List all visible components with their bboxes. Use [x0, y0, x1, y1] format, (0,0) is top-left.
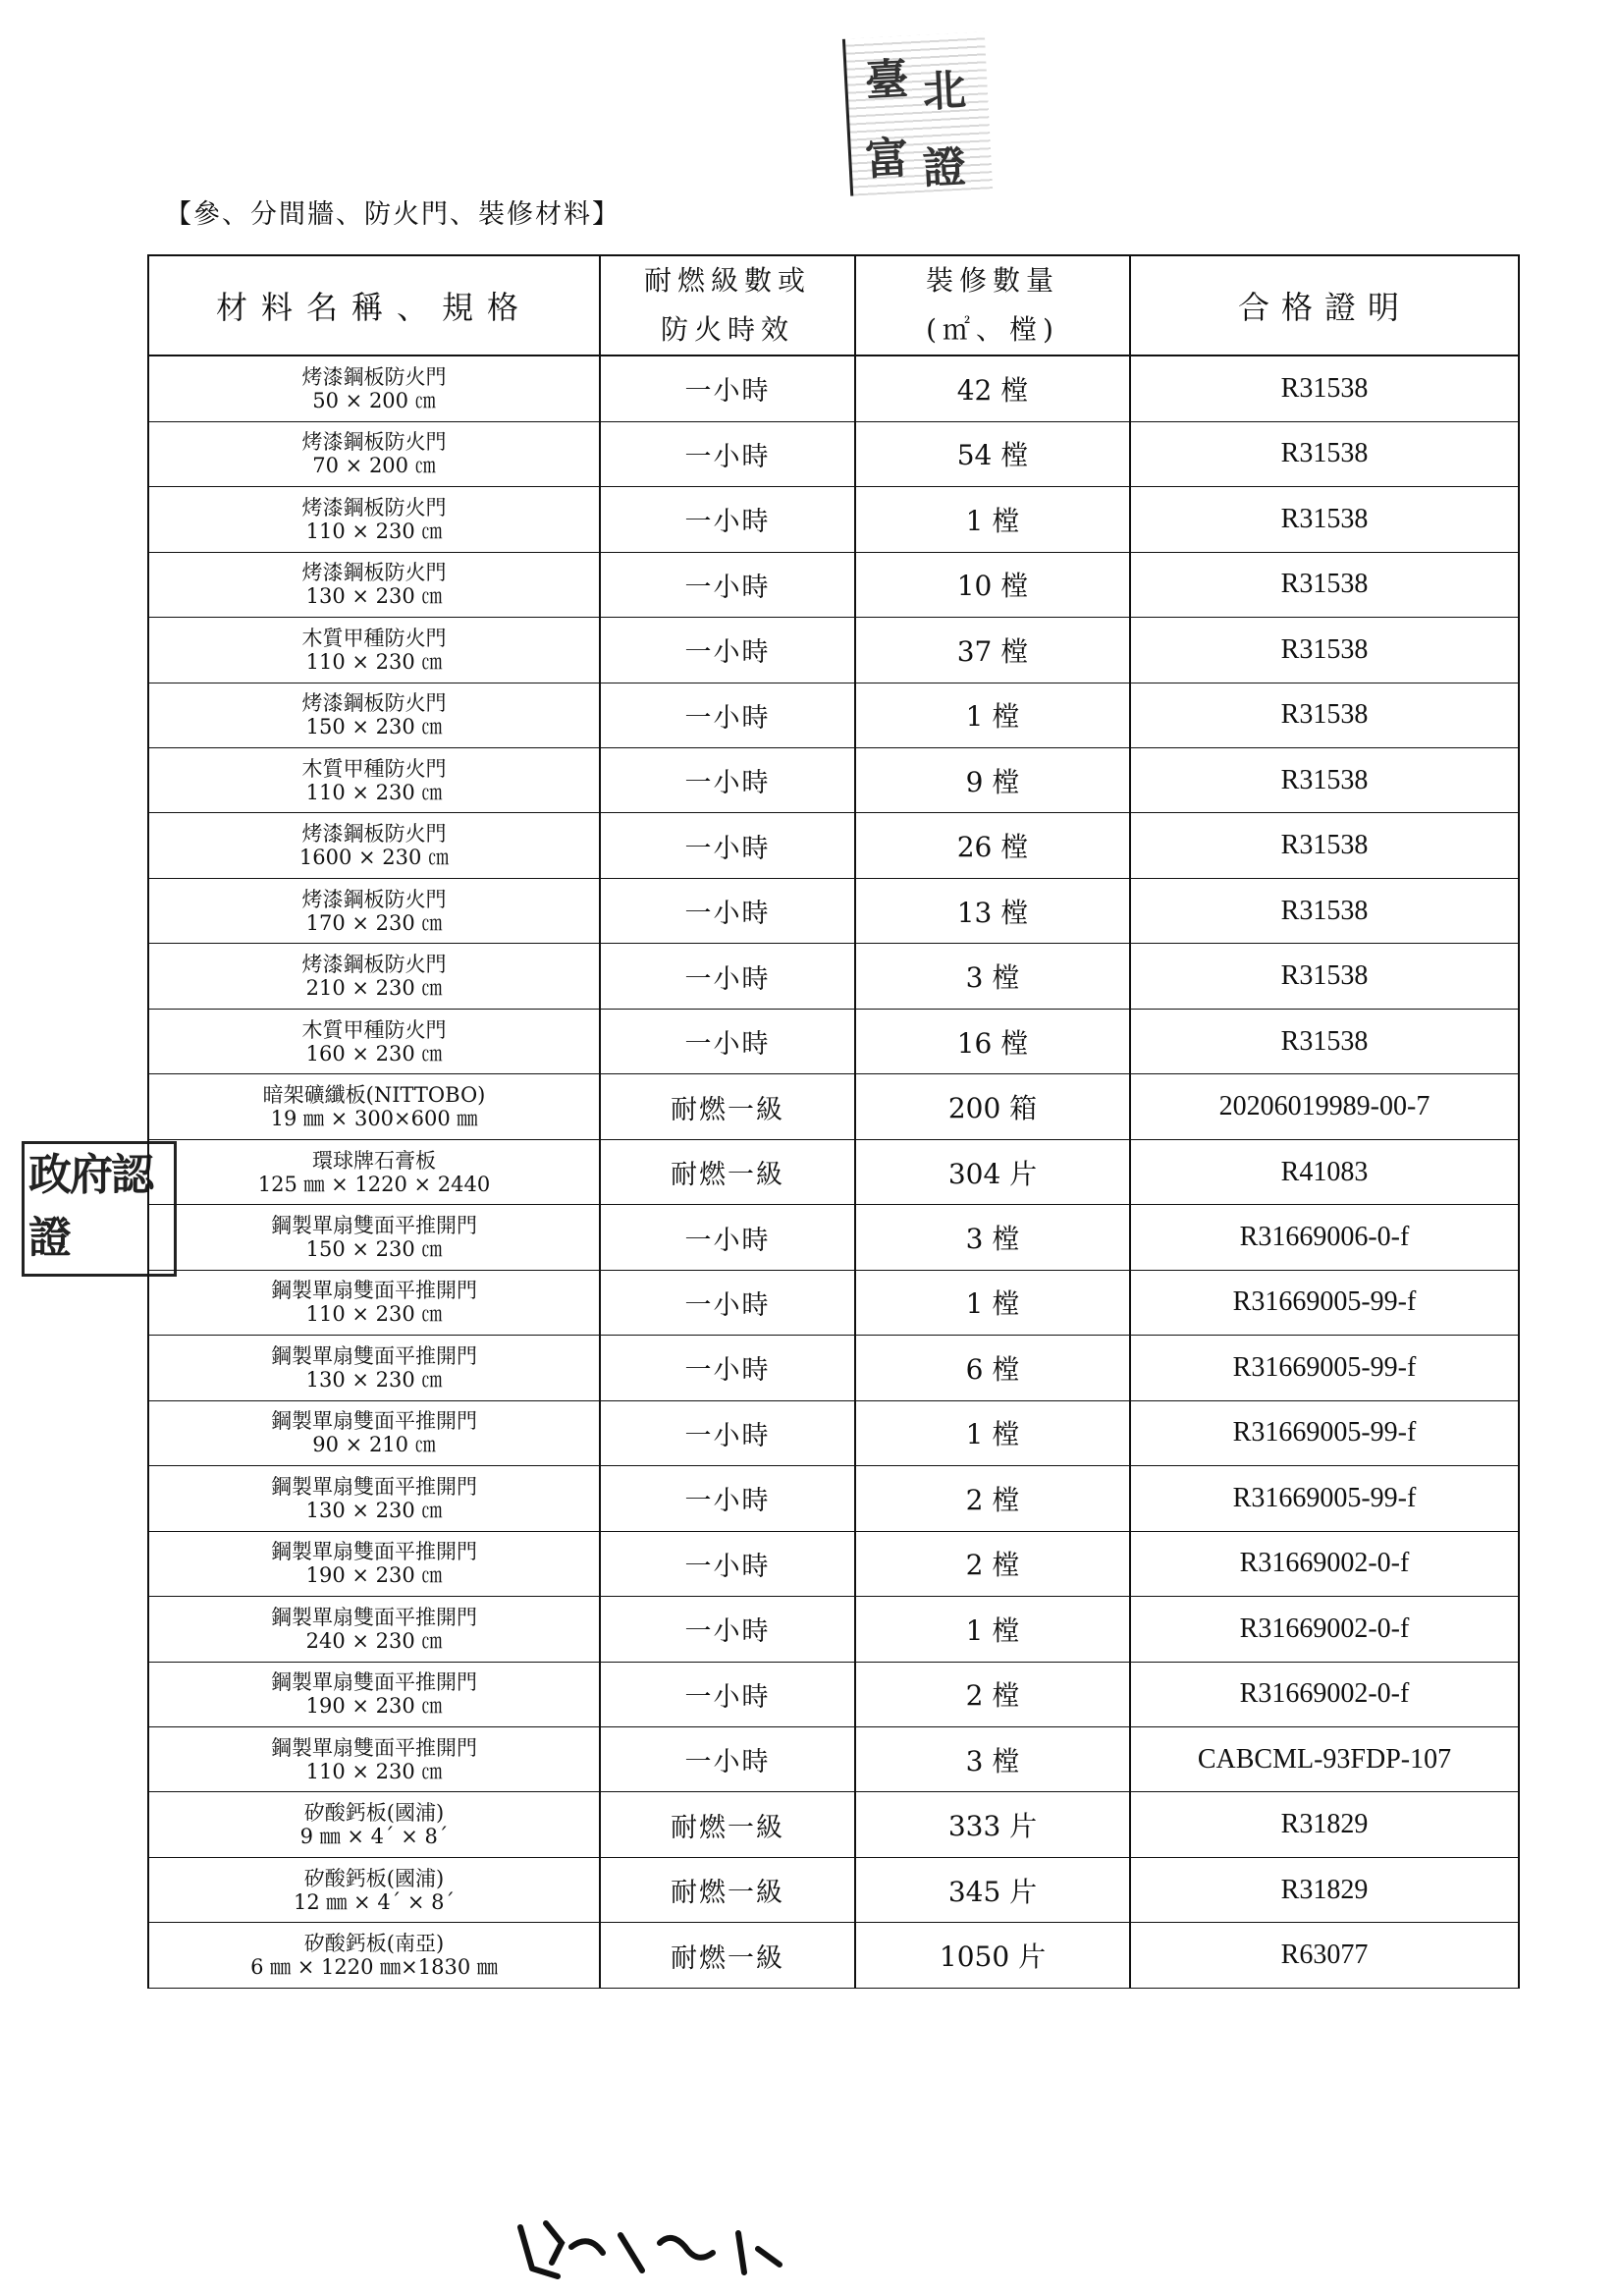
- certificate-cell: CABCML-93FDP-107: [1130, 1727, 1519, 1792]
- material-name: 木質甲種防火門: [301, 626, 447, 650]
- table-row: [148, 355, 1519, 421]
- material-name-cell: [148, 1923, 600, 1989]
- material-spec: 210 × 230 ㎝: [305, 976, 443, 1001]
- material-spec: 19 ㎜ × 300×600 ㎜: [270, 1107, 478, 1131]
- fire-rating-cell: 一小時: [600, 1597, 855, 1662]
- fire-rating-cell: 一小時: [600, 1662, 855, 1726]
- material-name-cell: [148, 1792, 600, 1857]
- material-name: 烤漆鋼板防火門: [301, 822, 447, 847]
- fire-rating-cell: 一小時: [600, 944, 855, 1009]
- signature-scribble: [512, 2214, 807, 2282]
- certificate-cell: R31538: [1130, 747, 1519, 812]
- material-spec: 110 × 230 ㎝: [305, 1759, 443, 1783]
- material-name: 鋼製單扇雙面平推開門: [271, 1214, 477, 1237]
- table-row: [148, 1923, 1519, 1989]
- certificate-cell: R31669005-99-f: [1130, 1336, 1519, 1400]
- table-row: [148, 552, 1519, 617]
- material-spec: 240 × 230 ㎝: [305, 1628, 443, 1653]
- quantity-cell: 3 樘: [855, 1205, 1130, 1270]
- material-spec: 110 × 230 ㎝: [305, 780, 443, 804]
- material-name: 鋼製單扇雙面平推開門: [271, 1409, 477, 1434]
- certificate-cell: R31669002-0-f: [1130, 1662, 1519, 1726]
- certificate-cell: 20206019989-00-7: [1130, 1074, 1519, 1139]
- material-spec: 110 × 230 ㎝: [305, 519, 443, 543]
- quantity-cell: 16 樘: [855, 1009, 1130, 1073]
- table-row: [148, 1336, 1519, 1400]
- material-name-cell: [148, 1074, 600, 1139]
- material-name-cell: [148, 1662, 600, 1726]
- table-row: [148, 1270, 1519, 1335]
- certificate-cell: R31538: [1130, 878, 1519, 943]
- material-name: 鋼製單扇雙面平推開門: [271, 1474, 477, 1499]
- quantity-cell: 1 樘: [855, 487, 1130, 552]
- material-name: 暗架礦纖板(NITTOBO): [262, 1083, 486, 1108]
- fire-rating-cell: 一小時: [600, 1400, 855, 1465]
- stamp-glyph: 北: [921, 65, 968, 118]
- material-spec: 12 ㎜ × 4´ × 8´: [293, 1889, 455, 1914]
- material-spec: 160 × 230 ㎝: [305, 1041, 443, 1066]
- material-name: 鋼製單扇雙面平推開門: [271, 1540, 477, 1564]
- material-name: 矽酸鈣板(南亞): [303, 1932, 445, 1956]
- quantity-cell: 2 樘: [855, 1466, 1130, 1531]
- fire-rating-cell: 一小時: [600, 1009, 855, 1073]
- table-row: [148, 1792, 1519, 1857]
- quantity-cell: 26 樘: [855, 813, 1130, 878]
- table-row: [148, 1400, 1519, 1465]
- material-name-cell: [148, 1139, 600, 1204]
- material-name: 鋼製單扇雙面平推開門: [271, 1735, 477, 1760]
- table-row: [148, 1597, 1519, 1662]
- material-name-cell: [148, 1205, 600, 1270]
- material-name-cell: [148, 1727, 600, 1792]
- materials-table: [147, 254, 1520, 1989]
- material-name-cell: [148, 747, 600, 812]
- table-row: [148, 1857, 1519, 1922]
- material-name: 烤漆鋼板防火門: [301, 691, 447, 716]
- material-name: 烤漆鋼板防火門: [301, 953, 447, 977]
- material-name-cell: [148, 813, 600, 878]
- material-name-cell: [148, 1466, 600, 1531]
- header-certificate: 合格證明: [1130, 255, 1519, 355]
- material-name: 烤漆鋼板防火門: [301, 887, 447, 911]
- header-fire-rating-line: 耐燃級數或: [643, 264, 811, 297]
- certificate-cell: R31669005-99-f: [1130, 1466, 1519, 1531]
- material-name: 矽酸鈣板(國浦): [303, 1801, 445, 1826]
- material-spec: 70 × 200 ㎝: [312, 454, 436, 478]
- material-name: 矽酸鈣板(國浦): [303, 1866, 445, 1890]
- material-spec: 110 × 230 ㎝: [305, 1302, 443, 1327]
- approval-stamp-left: 政府認證: [22, 1141, 177, 1277]
- table-row: [148, 1139, 1519, 1204]
- material-name-cell: [148, 1857, 600, 1922]
- fire-rating-cell: 一小時: [600, 421, 855, 486]
- material-name-cell: [148, 1531, 600, 1596]
- material-name-cell: [148, 1597, 600, 1662]
- certificate-cell: R31669006-0-f: [1130, 1205, 1519, 1270]
- quantity-cell: 3 樘: [855, 944, 1130, 1009]
- certificate-cell: R31538: [1130, 355, 1519, 421]
- table-row: [148, 1531, 1519, 1596]
- fire-rating-cell: 一小時: [600, 1205, 855, 1270]
- header-fire-rating: [600, 255, 855, 355]
- table-row: [148, 1205, 1519, 1270]
- certificate-cell: R31669005-99-f: [1130, 1400, 1519, 1465]
- certificate-cell: R31829: [1130, 1857, 1519, 1922]
- material-name: 鋼製單扇雙面平推開門: [271, 1605, 477, 1629]
- material-spec: 6 ㎜ × 1220 ㎜×1830 ㎜: [250, 1955, 498, 1980]
- fire-rating-cell: 一小時: [600, 878, 855, 943]
- table-row: [148, 421, 1519, 486]
- material-spec: 130 × 230 ㎝: [305, 1367, 443, 1392]
- fire-rating-cell: 一小時: [600, 813, 855, 878]
- table-row: [148, 1009, 1519, 1073]
- table-row: [148, 1466, 1519, 1531]
- material-name-cell: [148, 1270, 600, 1335]
- material-name-cell: [148, 1009, 600, 1073]
- quantity-cell: 2 樘: [855, 1662, 1130, 1726]
- fire-rating-cell: 一小時: [600, 747, 855, 812]
- fire-rating-cell: 一小時: [600, 683, 855, 747]
- material-name: 鋼製單扇雙面平推開門: [271, 1343, 477, 1368]
- material-name: 木質甲種防火門: [301, 1017, 447, 1042]
- quantity-cell: 1 樘: [855, 1270, 1130, 1335]
- quantity-cell: 200 箱: [855, 1074, 1130, 1139]
- table-row: [148, 487, 1519, 552]
- material-name: 鋼製單扇雙面平推開門: [271, 1279, 477, 1303]
- quantity-cell: 304 片: [855, 1139, 1130, 1204]
- quantity-cell: 1 樘: [855, 1400, 1130, 1465]
- quantity-cell: 42 樘: [855, 355, 1130, 421]
- certificate-cell: R31669005-99-f: [1130, 1270, 1519, 1335]
- quantity-cell: 37 樘: [855, 618, 1130, 683]
- approval-stamp-top: [842, 31, 993, 195]
- fire-rating-cell: 一小時: [600, 1270, 855, 1335]
- table-row: [148, 618, 1519, 683]
- fire-rating-cell: 耐燃一級: [600, 1857, 855, 1922]
- material-name-cell: [148, 1400, 600, 1465]
- quantity-cell: 10 樘: [855, 552, 1130, 617]
- fire-rating-cell: 耐燃一級: [600, 1074, 855, 1139]
- table-row: [148, 944, 1519, 1009]
- quantity-cell: 345 片: [855, 1857, 1130, 1922]
- certificate-cell: R31538: [1130, 1009, 1519, 1073]
- material-name: 烤漆鋼板防火門: [301, 430, 447, 455]
- material-name: 鋼製單扇雙面平推開門: [271, 1670, 477, 1695]
- quantity-cell: 13 樘: [855, 878, 1130, 943]
- fire-rating-cell: 耐燃一級: [600, 1792, 855, 1857]
- header-quantity-line: (㎡、樘): [926, 313, 1059, 346]
- quantity-cell: 1 樘: [855, 683, 1130, 747]
- material-spec: 130 × 230 ㎝: [305, 1498, 443, 1522]
- fire-rating-cell: 一小時: [600, 1727, 855, 1792]
- table-row: [148, 683, 1519, 747]
- material-spec: 170 × 230 ㎝: [305, 910, 443, 935]
- quantity-cell: 54 樘: [855, 421, 1130, 486]
- stamp-glyph: 證: [921, 141, 968, 194]
- material-spec: 150 × 230 ㎝: [305, 1237, 443, 1261]
- fire-rating-cell: 一小時: [600, 1336, 855, 1400]
- header-material-name: 材料名稱、規格: [148, 255, 600, 355]
- material-name: 環球牌石膏板: [312, 1148, 436, 1173]
- fire-rating-cell: 一小時: [600, 1531, 855, 1596]
- fire-rating-cell: 一小時: [600, 618, 855, 683]
- table-header-row: [148, 255, 1519, 355]
- fire-rating-cell: 耐燃一級: [600, 1923, 855, 1989]
- fire-rating-cell: 一小時: [600, 487, 855, 552]
- table-row: [148, 813, 1519, 878]
- material-name-cell: [148, 421, 600, 486]
- certificate-cell: R31669002-0-f: [1130, 1597, 1519, 1662]
- quantity-cell: 6 樘: [855, 1336, 1130, 1400]
- material-name-cell: [148, 618, 600, 683]
- material-spec: 50 × 200 ㎝: [312, 388, 436, 412]
- section-title: 【參、分間牆、防火門、裝修材料】: [165, 199, 620, 230]
- material-spec: 110 × 230 ㎝: [305, 649, 443, 674]
- material-name-cell: [148, 552, 600, 617]
- material-name-cell: [148, 1336, 600, 1400]
- quantity-cell: 3 樘: [855, 1727, 1130, 1792]
- fire-rating-cell: 一小時: [600, 355, 855, 421]
- material-spec: 190 × 230 ㎝: [305, 1694, 443, 1719]
- quantity-cell: 1050 片: [855, 1923, 1130, 1989]
- header-quantity-line: 裝修數量: [925, 264, 1059, 297]
- certificate-cell: R31538: [1130, 552, 1519, 617]
- material-spec: 150 × 230 ㎝: [305, 715, 443, 739]
- stamp-glyph: 富: [864, 133, 910, 186]
- certificate-cell: R31538: [1130, 421, 1519, 486]
- certificate-cell: R31538: [1130, 683, 1519, 747]
- quantity-cell: 333 片: [855, 1792, 1130, 1857]
- certificate-cell: R31538: [1130, 487, 1519, 552]
- quantity-cell: 9 樘: [855, 747, 1130, 812]
- material-spec: 90 × 210 ㎝: [312, 1433, 436, 1457]
- stamp-glyph: 臺: [863, 54, 910, 107]
- certificate-cell: R31669002-0-f: [1130, 1531, 1519, 1596]
- material-name-cell: [148, 355, 600, 421]
- certificate-cell: R41083: [1130, 1139, 1519, 1204]
- material-name: 木質甲種防火門: [301, 756, 447, 781]
- certificate-cell: R31538: [1130, 813, 1519, 878]
- table-row: [148, 747, 1519, 812]
- quantity-cell: 2 樘: [855, 1531, 1130, 1596]
- material-name-cell: [148, 944, 600, 1009]
- table-row: [148, 1727, 1519, 1792]
- material-name-cell: [148, 683, 600, 747]
- material-name: 烤漆鋼板防火門: [301, 495, 447, 519]
- header-fire-rating-line: 防火時效: [660, 313, 794, 346]
- material-spec: 1600 × 230 ㎝: [298, 846, 450, 870]
- material-name: 烤漆鋼板防火門: [301, 561, 447, 585]
- header-quantity: [855, 255, 1130, 355]
- material-spec: 9 ㎜ × 4´ × 8´: [299, 1825, 449, 1849]
- material-spec: 125 ㎜ × 1220 × 2440: [257, 1172, 491, 1196]
- table-row: [148, 1074, 1519, 1139]
- material-name-cell: [148, 878, 600, 943]
- certificate-cell: R63077: [1130, 1923, 1519, 1989]
- certificate-cell: R31538: [1130, 944, 1519, 1009]
- fire-rating-cell: 一小時: [600, 1466, 855, 1531]
- certificate-cell: R31829: [1130, 1792, 1519, 1857]
- material-name-cell: [148, 487, 600, 552]
- quantity-cell: 1 樘: [855, 1597, 1130, 1662]
- table-row: [148, 878, 1519, 943]
- material-name: 烤漆鋼板防火門: [301, 364, 447, 389]
- material-spec: 190 × 230 ㎝: [305, 1563, 443, 1588]
- certificate-cell: R31538: [1130, 618, 1519, 683]
- fire-rating-cell: 一小時: [600, 552, 855, 617]
- fire-rating-cell: 耐燃一級: [600, 1139, 855, 1204]
- material-spec: 130 × 230 ㎝: [305, 584, 443, 609]
- table-row: [148, 1662, 1519, 1726]
